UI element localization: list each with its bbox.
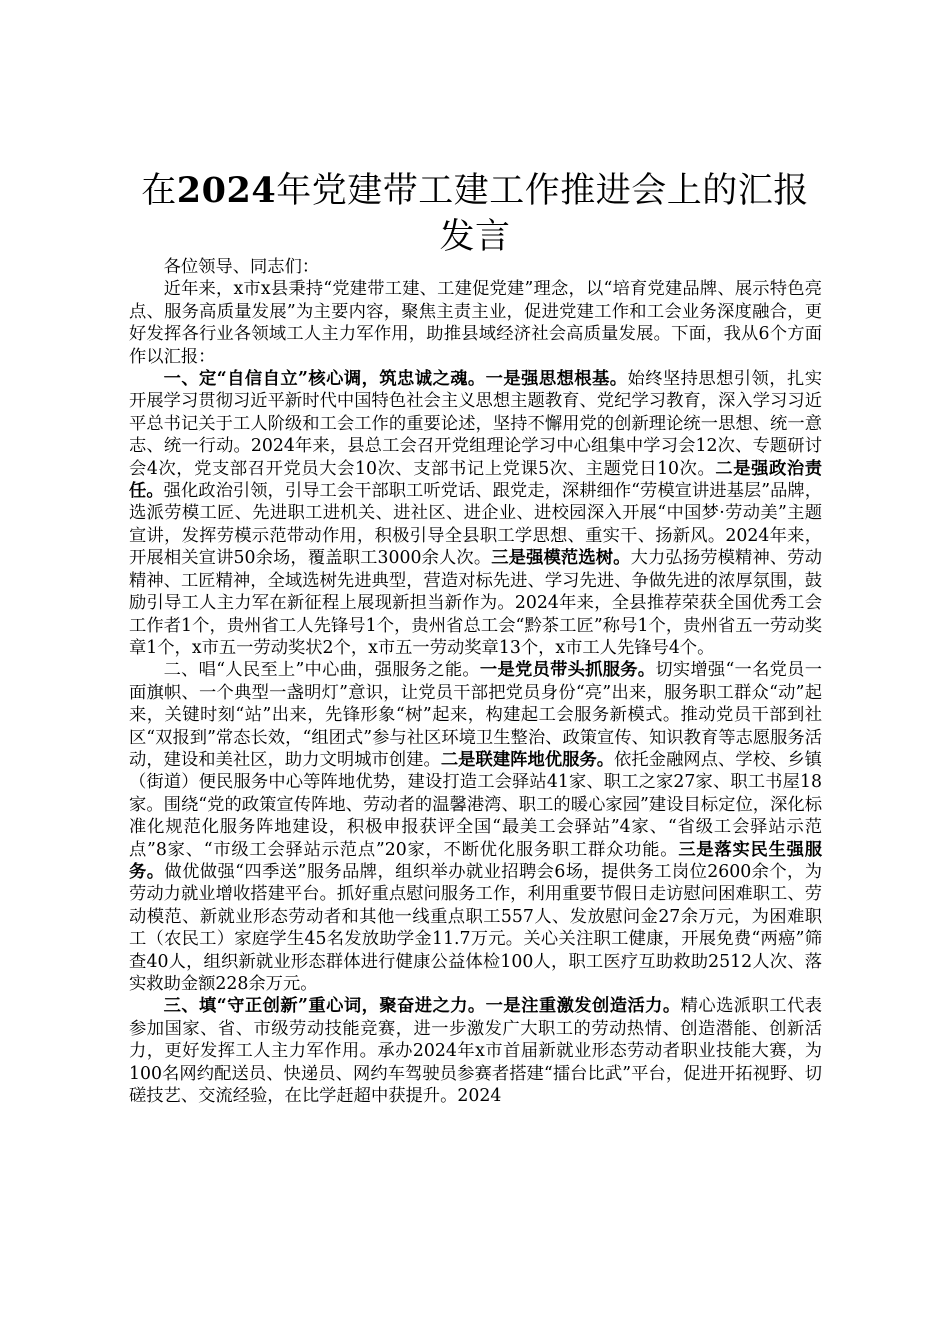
title-suffix: 年党建带工建工作推进会上的汇报发言 bbox=[276, 171, 809, 257]
section-2-point-2-text: 依托金融网点、学校、乡镇（街道）便民服务中心等阵地优势，建设打造工会驿站41家、职工之家27家、职工书屋18家。围绕“党的政策宣传阵地、劳动者的温馨港湾、职工的暖心家园”建设目标定位，深化标准化规范化服务阵地建设，积极申报获评全国“最美工会驿站”4家、“省级工会驿站示范点”8家、“市级工会驿站示范点”20家，不断优化服务职工群众功能。 bbox=[129, 749, 822, 860]
section-1-paragraph bbox=[129, 368, 822, 659]
document-title bbox=[130, 168, 820, 260]
section-1-point-2-title: 二是强政治责任。 bbox=[129, 458, 822, 502]
section-1-point-2-text: 强化政治引领，引导工会干部职工听党话、跟党走，深耕细作“劳模宣讲进基层”品牌，选派劳模工匠、先进职工进机关、进社区、进企业、进校园深入开展“中国梦·劳动美”主题宣讲，发挥劳模示范带动作用，积极引导全县职工学思想、重实干、扬新风。2024年来，开展相关宣讲50余场，覆盖职工3000余人次。 bbox=[129, 481, 822, 569]
section-2-point-1-title: 一是党员带头抓服务。 bbox=[479, 660, 656, 681]
section-1-point-3-text: 大力弘扬劳模精神、劳动精神、工匠精神，全域选树先进典型，营造对标先进、学习先进、争做先进的浓厚氛围，鼓励引导工人主力军在新征程上展现新担当新作为。2024年来，全县推荐荣获全国优秀工会工作者1个，贵州省工人先锋号1个，贵州省总工会“黔茶工匠”称号1个，贵州省五一劳动奖章1个，x市五一劳动奖状2个，x市五一劳动奖章13个，x市工人先锋号4个。 bbox=[129, 548, 822, 658]
section-2-heading: 二、唱“人民至上”中心曲，强服务之能。 bbox=[163, 660, 480, 681]
section-1-point-1-text: 始终坚持思想引领，扎实开展学习贯彻习近平新时代中国特色社会主义思想主题教育、党纪学习教育，深入学习习近平总书记关于工人阶级和工会工作的重要论述，坚持不懈用党的创新理论统一思想、统一意志、统一行动。2024年来，县总工会召开党组理论学习中心组集中学习会12次、专题研讨会4次，党支部召开党员大会10次、支部书记上党课5次、主题党日10次。 bbox=[129, 369, 822, 479]
salutation: 各位领导、同志们： bbox=[163, 257, 320, 277]
title-prefix: 在 bbox=[141, 171, 177, 211]
section-3-point-1-text: 精心选派职工代表参加国家、省、市级劳动技能竞赛，进一步激发广大职工的劳动热情、创造潜能、创新活力，更好发挥工人主力军作用。承办2024年x市首届新就业形态劳动者职业技能大赛，为100名网约配送员、快递员、网约车驾驶员参赛者搭建“擂台比武”平台，促进开拓视野、切磋技艺、交流经验，在比学赶超中获提升。2024 bbox=[129, 996, 822, 1107]
section-2-point-1-text: 切实增强“一名党员一面旗帜、一个典型一盏明灯”意识，让党员干部把党员身份“亮”出来，服务职工群众“动”起来，关键时刻“站”出来，先锋形象“树”起来，构建起工会服务新模式。推动党员干部到社区“双报到”常态长效，“组团式”参与社区环境卫生整治、政策宣传、知识教育等志愿服务活动，建设和美社区，助力文明城市创建。 bbox=[129, 660, 822, 770]
intro-paragraph: 近年来，x市x县秉持“党建带工建、工建促党建”理念，以“培育党建品牌、展示特色亮点、服务高质量发展”为主要内容，聚焦主责主业，促进党建工作和工会业务深度融合，更好发挥各行业各领域工人主力军作用，助推县域经济社会高质量发展。下面，我从6个方面作以汇报： bbox=[129, 279, 822, 367]
section-2-point-2-title: 二是联建阵地优服务。 bbox=[440, 749, 615, 770]
title-year: 2024 bbox=[176, 170, 277, 211]
section-1-point-3-title: 三是强模范选树。 bbox=[491, 548, 631, 569]
section-3-point-1-title: 一是注重激发创造活力。 bbox=[485, 996, 681, 1017]
section-2-point-3-text: 做优做强“四季送”服务品牌，组织举办就业招聘会6场，提供务工岗位2600余个，为劳动力就业增收搭建平台。抓好重点慰问服务工作，利用重要节假日走访慰问困难职工、劳动模范、新就业形态劳动者和其他一线重点职工557人、发放慰问金27余万元，为困难职工（农民工）家庭学生45名发放助学金11.7万元。关心关注职工健康，开展免费“两癌”筛查40人，组织新就业形态群体进行健康公益体检100人，职工医疗互助救助2512人次、落实救助金额228余万元。 bbox=[129, 861, 822, 994]
section-2-paragraph bbox=[129, 659, 822, 995]
section-3-paragraph bbox=[129, 995, 822, 1107]
section-3-heading: 三、填“守正创新”重心词，聚奋进之力。 bbox=[163, 996, 486, 1017]
section-2-point-3-title: 三是落实民生强服务。 bbox=[129, 839, 822, 882]
document-body bbox=[129, 256, 822, 1107]
section-1-heading: 一、定“自信自立”核心调，筑忠诚之魂。 bbox=[163, 369, 486, 390]
section-1-point-1-title: 一是强思想根基。 bbox=[485, 369, 628, 390]
